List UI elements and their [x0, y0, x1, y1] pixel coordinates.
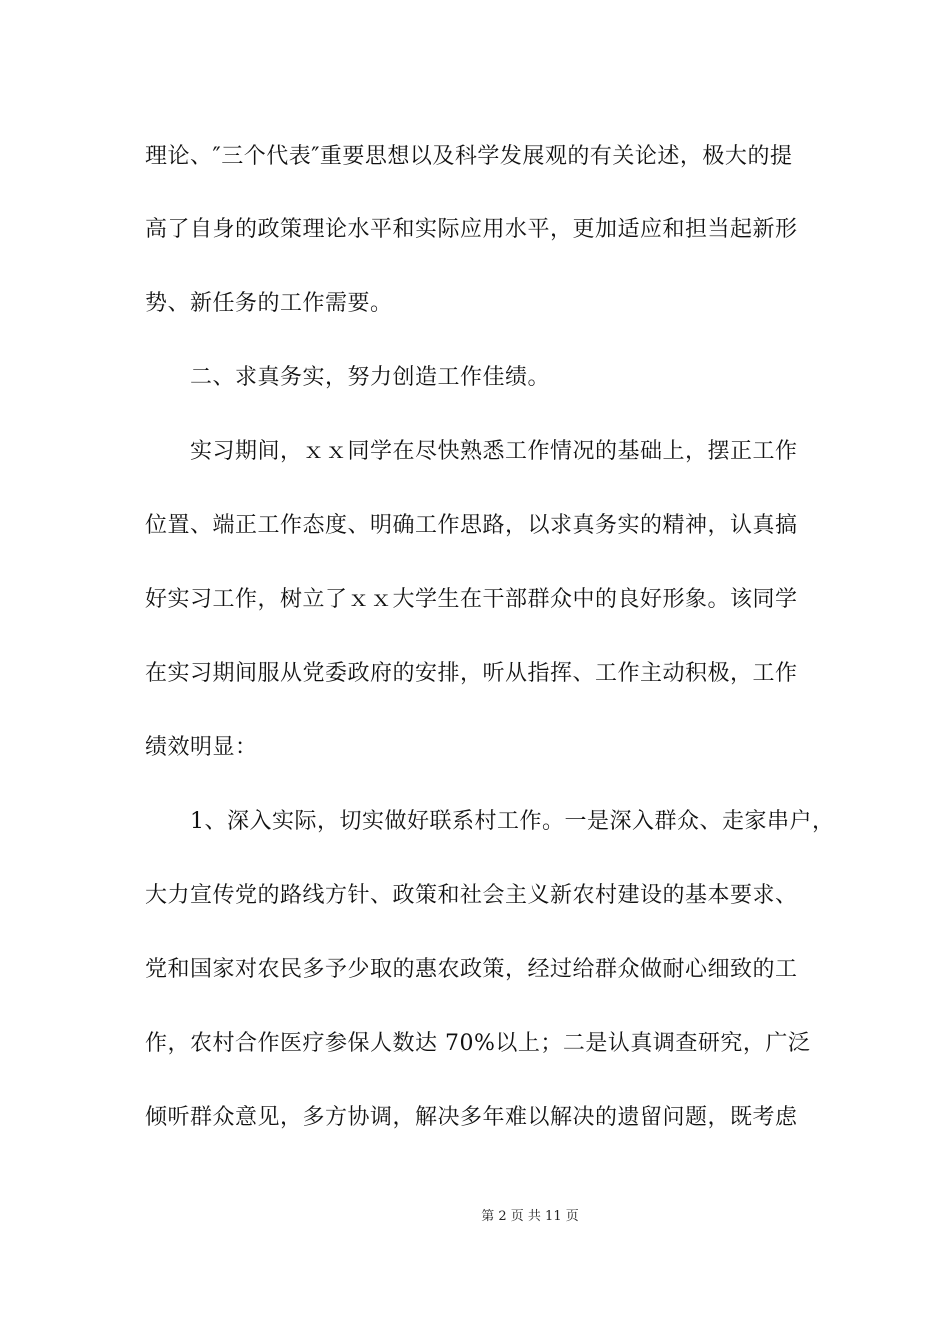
body-line-8: 在实习期间服从党委政府的安排，听从指挥、工作主动积极，工作	[145, 661, 798, 686]
body-line-1: 理论、″三个代表″重要思想以及科学发展观的有关论述，极大的提	[145, 144, 793, 169]
body-line-9: 绩效明显：	[145, 735, 258, 760]
body-line-5: 实习期间，ｘｘ同学在尽快熟悉工作情况的基础上，摆正工作	[190, 439, 798, 464]
body-line-6: 位置、端正工作态度、明确工作思路，以求真务实的精神，认真搞	[145, 513, 798, 538]
page-footer: 第 2 页 共 11 页	[481, 1209, 579, 1224]
body-line-13: 作，农村合作医疗参保人数达 70%以上；二是认真调查研究，广泛	[145, 1031, 811, 1056]
body-line-10: 1、深入实际，切实做好联系村工作。一是深入群众、走家串户，	[190, 809, 835, 834]
body-line-11: 大力宣传党的路线方针、政策和社会主义新农村建设的基本要求、	[145, 883, 798, 908]
body-line-14: 倾听群众意见，多方协调，解决多年难以解决的遗留问题，既考虑	[145, 1105, 798, 1130]
body-line-12: 党和国家对农民多予少取的惠农政策，经过给群众做耐心细致的工	[145, 957, 798, 982]
body-line-2: 高了自身的政策理论水平和实际应用水平，更加适应和担当起新形	[145, 217, 798, 242]
section-heading: 二、求真务实，努力创造工作佳绩。	[190, 365, 551, 390]
body-line-7: 好实习工作，树立了ｘｘ大学生在干部群众中的良好形象。该同学	[145, 587, 798, 612]
body-line-3: 势、新任务的工作需要。	[145, 291, 393, 316]
